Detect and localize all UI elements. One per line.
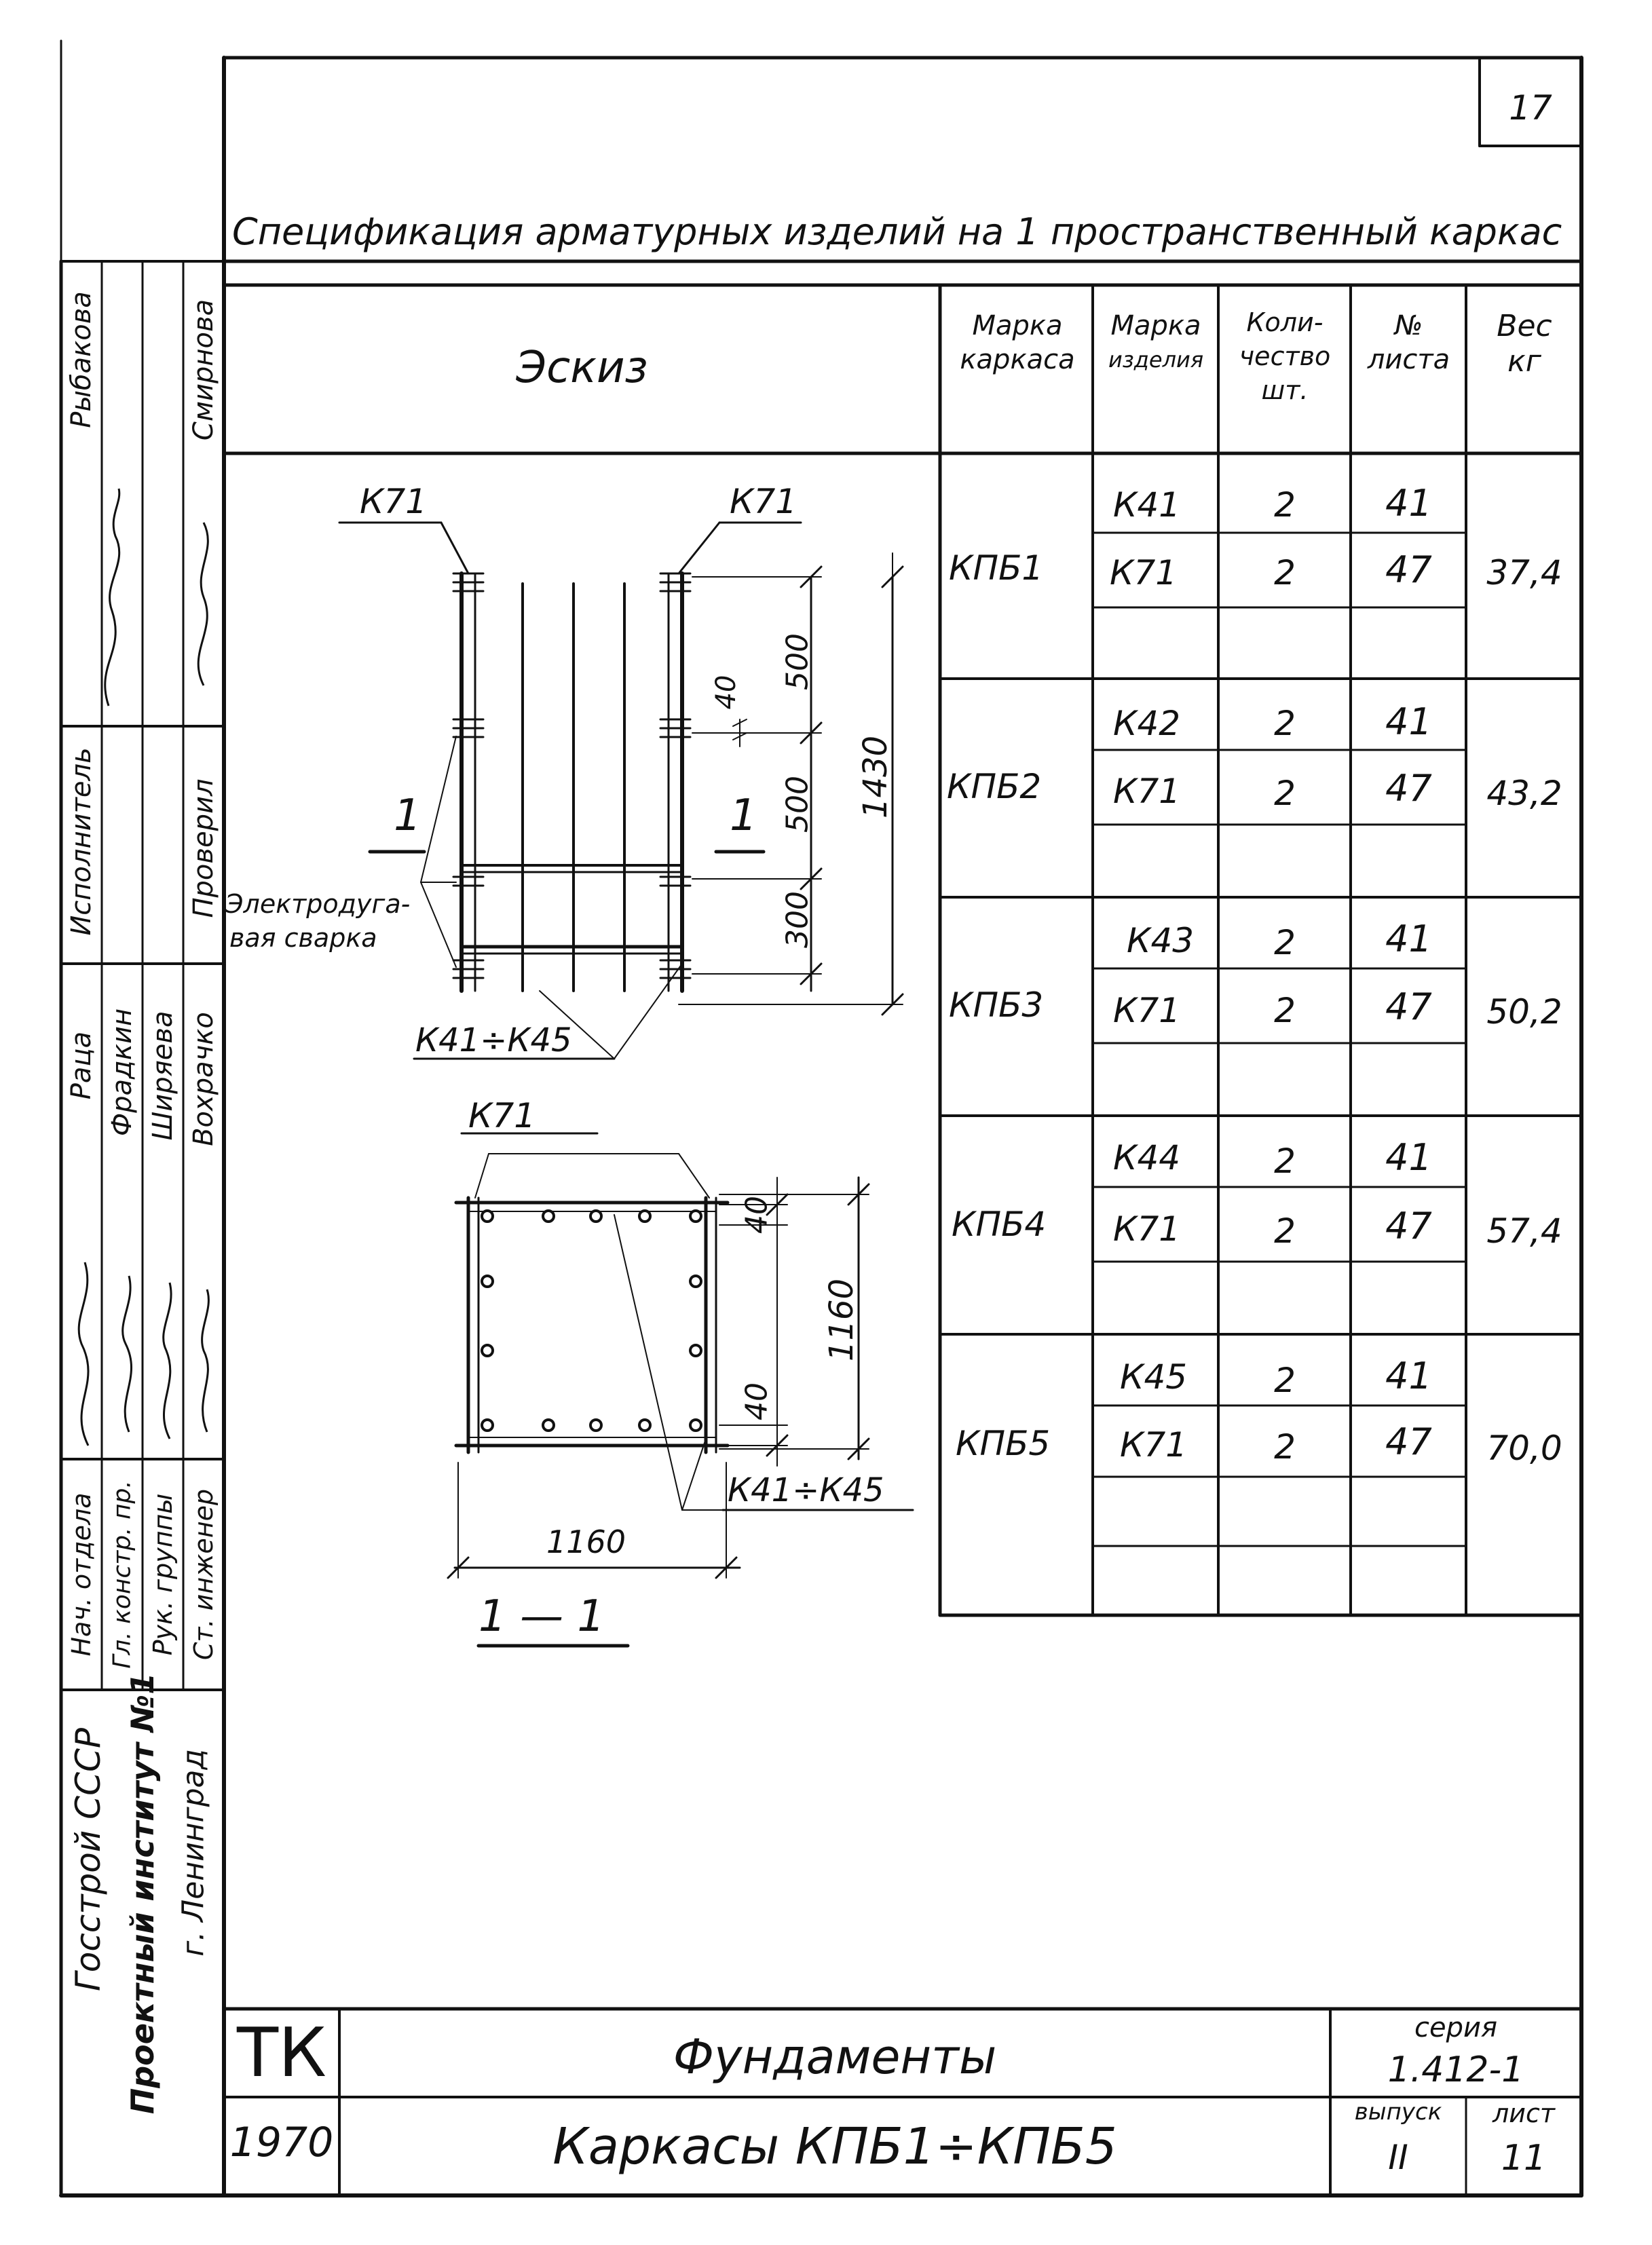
item-qty: 2 [1274,1142,1296,1181]
title-block-code: ТК [236,2013,327,2092]
dim-500-top: 500 [780,633,815,690]
frame-mark: КПБ4 [952,1205,1047,1244]
item-sheet: 41 [1385,482,1432,525]
header-frame-mark-2: каркаса [960,344,1075,375]
item-mark: К44 [1113,1138,1181,1177]
header-sheet-no-1: № [1394,310,1423,341]
header-item-mark-2: изделия [1108,347,1204,373]
sidebar-org-institute: Проектный институт №1 [124,1672,161,2115]
signature-5 [164,1283,171,1439]
sidebar-name-vokhrachko: Вохрачко [188,1012,219,1146]
frame-weight: 50,2 [1486,992,1562,1032]
item-qty: 2 [1274,1211,1296,1251]
page-number: 17 [1509,88,1552,128]
sidebar-name-rybakova: Рыбакова [66,291,97,428]
sheet-label: лист [1492,2098,1555,2128]
header-quantity-3: шт. [1261,375,1309,405]
item-qty: 2 [1274,704,1296,743]
weld-note-line-2: вая сварка [229,923,377,953]
sidebar-role-group-lead: Рук. группы [148,1493,178,1656]
item-sheet: 41 [1385,1136,1432,1179]
signature-4 [123,1276,132,1432]
sidebar-role-checked: Проверил [188,778,219,918]
label-k71-section: К71 [468,1096,536,1135]
frame-weight: 57,4 [1486,1211,1562,1251]
item-sheet: 47 [1385,548,1432,591]
header-quantity [1220,305,1350,407]
title-block-drawing-title: Каркасы КПБ1÷КПБ5 [552,2117,1117,2176]
item-qty: 2 [1274,1361,1296,1400]
item-qty: 2 [1274,774,1296,813]
item-mark: К71 [1113,1209,1181,1249]
sidebar-name-smirnova: Смирнова [188,299,219,441]
header-quantity-1: Коли- [1246,307,1324,337]
item-sheet: 47 [1385,985,1432,1028]
label-k71-left: К71 [360,482,428,521]
series-value: 1.412-1 [1387,2050,1524,2090]
header-item-mark [1094,309,1218,377]
signature-2 [198,523,208,685]
sidebar-role-senior-engineer: Ст. инженер [189,1488,219,1661]
header-weight [1467,309,1581,379]
title-block-subject: Фундаменты [673,2029,997,2085]
sidebar-name-fradkin: Фрадкин [107,1008,138,1137]
header-frame-mark-1: Марка [972,310,1063,341]
sidebar-name-shiryaeva: Ширяева [147,1011,179,1141]
issue-value: II [1388,2138,1408,2177]
dim-40-top: 40 [711,675,742,710]
frame-mark: КПБ2 [947,767,1042,806]
item-qty: 2 [1274,1427,1296,1467]
frame-mark: КПБ1 [949,548,1044,588]
dim-1430: 1430 [857,735,895,819]
item-sheet: 47 [1385,1205,1432,1247]
item-sheet: 41 [1385,918,1432,960]
item-mark: К43 [1127,921,1195,960]
label-k41-k45-section: К41÷К45 [728,1471,884,1509]
frame-weight: 70,0 [1486,1429,1562,1468]
dim-40-section-top: 40 [739,1196,774,1234]
label-k71-right: К71 [730,482,797,521]
section-label: 1 — 1 [478,1591,605,1642]
item-mark: К71 [1113,991,1181,1030]
frame-mark: КПБ3 [949,985,1044,1025]
item-sheet: 41 [1385,1355,1432,1397]
sidebar-role-chief-designer: Гл. констр. пр. [108,1480,136,1669]
signature-3 [79,1262,88,1446]
item-qty: 2 [1274,485,1296,525]
item-mark: К45 [1120,1357,1188,1397]
sheet-value: 11 [1501,2138,1547,2178]
item-mark: К71 [1113,772,1181,811]
issue-label: выпуск [1354,2098,1442,2126]
item-qty: 2 [1274,553,1296,592]
header-sketch: Эскиз [516,343,648,393]
header-quantity-2: чество [1239,341,1331,371]
item-mark: К41 [1113,485,1181,525]
sidebar-org-gosstroy: Госстрой СССР [69,1727,108,1992]
series-label: серия [1414,2012,1498,2043]
signature-6 [202,1289,209,1432]
header-weight-2: кг [1507,344,1541,379]
dim-300: 300 [780,891,815,948]
title-block-year: 1970 [229,2119,334,2166]
header-item-mark-1: Марка [1110,310,1201,341]
signature-1 [105,489,119,706]
item-mark: К71 [1120,1425,1188,1465]
frame-weight: 43,2 [1486,774,1562,813]
item-sheet: 47 [1385,767,1432,810]
item-qty: 2 [1274,991,1296,1030]
sidebar-org-city: г. Ленинград [176,1749,211,1957]
spec-title: Спецификация арматурных изделий на 1 пространственный каркас [232,210,1562,253]
item-qty: 2 [1274,923,1296,962]
section-mark-left: 1 [394,791,421,841]
section-mark-right: 1 [730,791,757,841]
frame-mark: КПБ5 [956,1424,1051,1463]
item-sheet: 47 [1385,1420,1432,1463]
sidebar-role-dept-head: Нач. отдела [67,1492,96,1657]
dim-500-mid: 500 [780,776,815,833]
sidebar-name-raca: Раца [66,1031,97,1100]
header-weight-1: Вес [1497,309,1552,343]
dim-1160-horizontal: 1160 [546,1524,626,1560]
sidebar-role-executor: Исполнитель [66,747,97,936]
header-frame-mark [943,309,1091,377]
weld-note-line-1: Электродуга- [225,889,411,919]
item-mark: К42 [1113,704,1181,743]
item-mark: К71 [1110,553,1178,592]
dim-1160-vertical: 1160 [823,1278,861,1362]
signatures [0,0,231,1697]
frame-weight: 37,4 [1486,553,1562,592]
dim-40-section-bottom: 40 [739,1382,774,1420]
header-sheet-no [1352,309,1465,377]
label-k41-k45-top: К41÷К45 [415,1021,572,1059]
header-sheet-no-2: листа [1367,344,1450,375]
item-sheet: 41 [1385,700,1432,743]
